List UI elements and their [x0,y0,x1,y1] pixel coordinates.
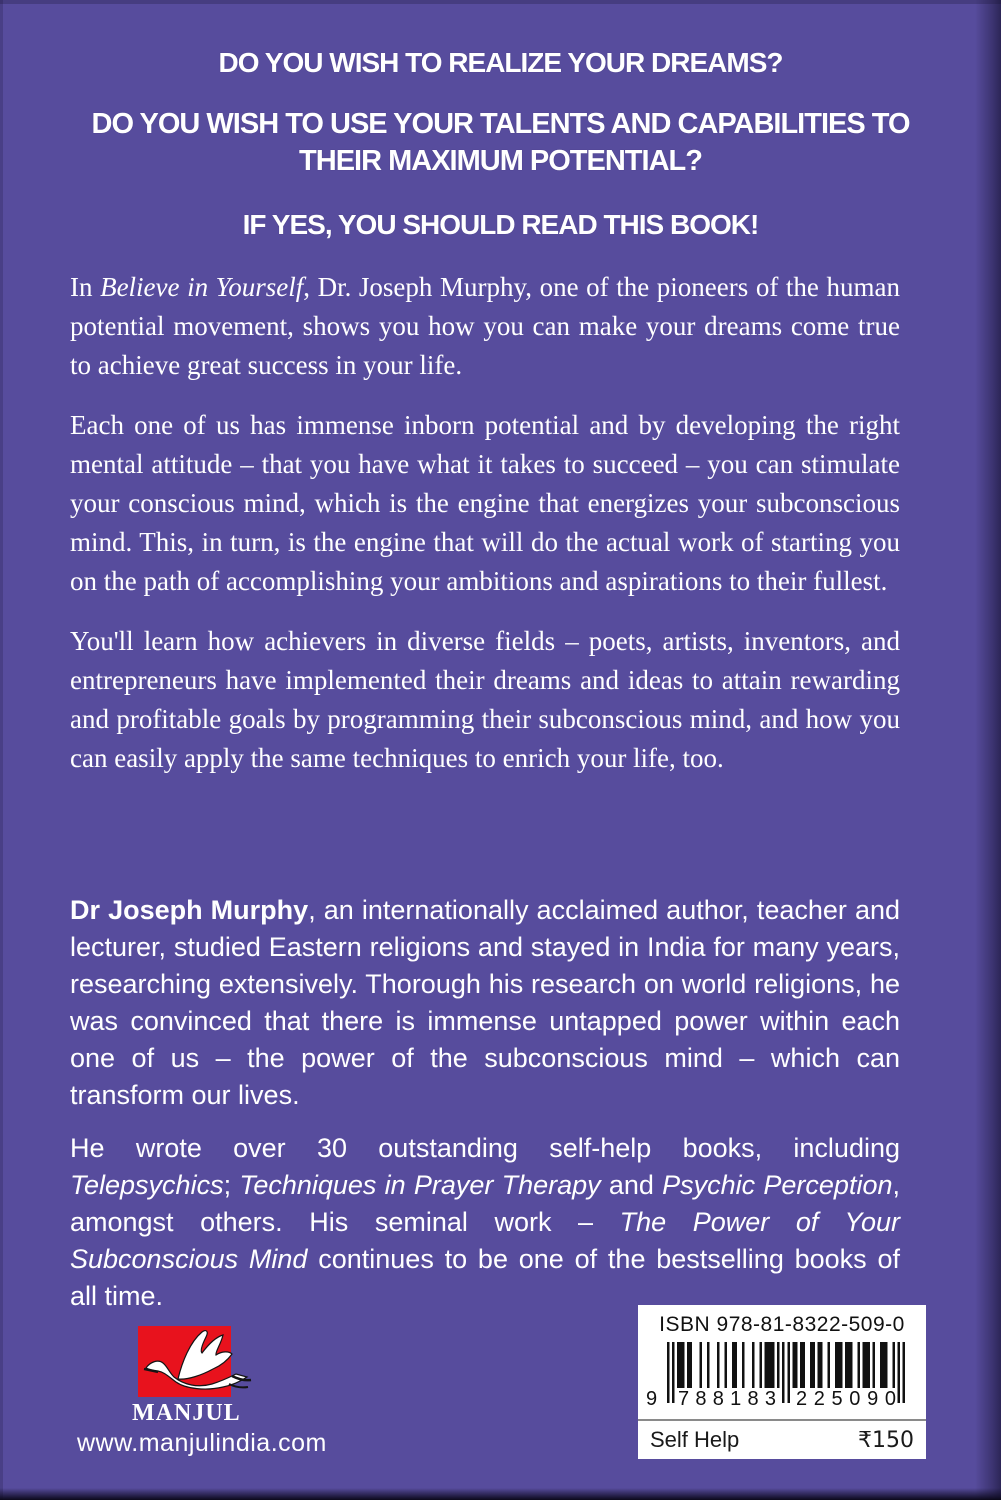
edge-shadow-bottom [0,1488,1001,1500]
headline-talents: DO YOU WISH TO USE YOUR TALENTS AND CAPABILITIES TO THEIR MAXIMUM POTENTIAL? [91,108,910,177]
edge-shadow-top [0,0,1001,4]
author-bio-paragraph-1: Dr Joseph Murphy, an internationally acclaimed author, teacher and lecturer, studied Eastern religions and stayed in India for many years, researching extensively. Thorough his research on world religions, he was convinced that there is immense untapped power within each one of us – the power of the subconscious mind – which can transform our lives. [70,895,901,1110]
barcode-digits-left: 7 8 8 1 8 3 [678,1388,776,1410]
barcode-digits [638,1388,926,1410]
price-label: ₹150 [858,1427,914,1453]
isbn-number: ISBN 978-81-8322-509-0 [659,1313,905,1336]
barcode-divider [638,1419,926,1421]
author-bio-paragraph-2: He wrote over 30 outstanding self-help books, including Telepsychics; Techniques in Prayer Therapy and Psychic Perception, amongst others. His seminal work – The Power of Your Subconscious Mind continues to be one of the bestselling books of all time. [70,1133,900,1311]
manjul-logo [136,1324,258,1404]
headline-dreams: DO YOU WISH TO REALIZE YOUR DREAMS? [218,47,783,78]
publisher-name: MANJUL [132,1400,241,1426]
synopsis-paragraph-2: Each one of us has immense inborn potential and by developing the right mental attitude – that you have what it takes to succeed – you can stimulate your conscious mind, which is the engine that energizes your subconscious mind. This, in turn, is the engine that will do the actual work of starting you on the path of accomplishing your ambitions and aspirations to their fullest. [70,410,900,596]
category-label: Self Help [650,1427,740,1452]
barcode-meta-row [650,1425,914,1455]
barcode-digit-lead: 9 [646,1388,658,1410]
synopsis-paragraph-3: You'll learn how achievers in diverse fields – poets, artists, inventors, and entrepreneurs have implemented their dreams and ideas to attain rewarding and profitable goals by programming their subconscious mind, and how you can easily apply the same techniques to enrich your life, too. [70,626,900,773]
headline-read-book: IF YES, YOU SHOULD READ THIS BOOK! [242,209,759,240]
publisher-website: www.manjulindia.com [77,1429,327,1457]
synopsis-paragraph-1: In Believe in Yourself, Dr. Joseph Murphy, one of the pioneers of the human potential movement, shows you how you can make your dreams come true to achieve great success in your life. [70,272,900,380]
author-bio-section [70,892,900,1331]
synopsis-section [70,268,900,799]
isbn-barcode-box [638,1305,926,1459]
headline-block [0,48,1001,240]
barcode-digits-right: 2 2 5 0 9 0 [796,1388,896,1410]
